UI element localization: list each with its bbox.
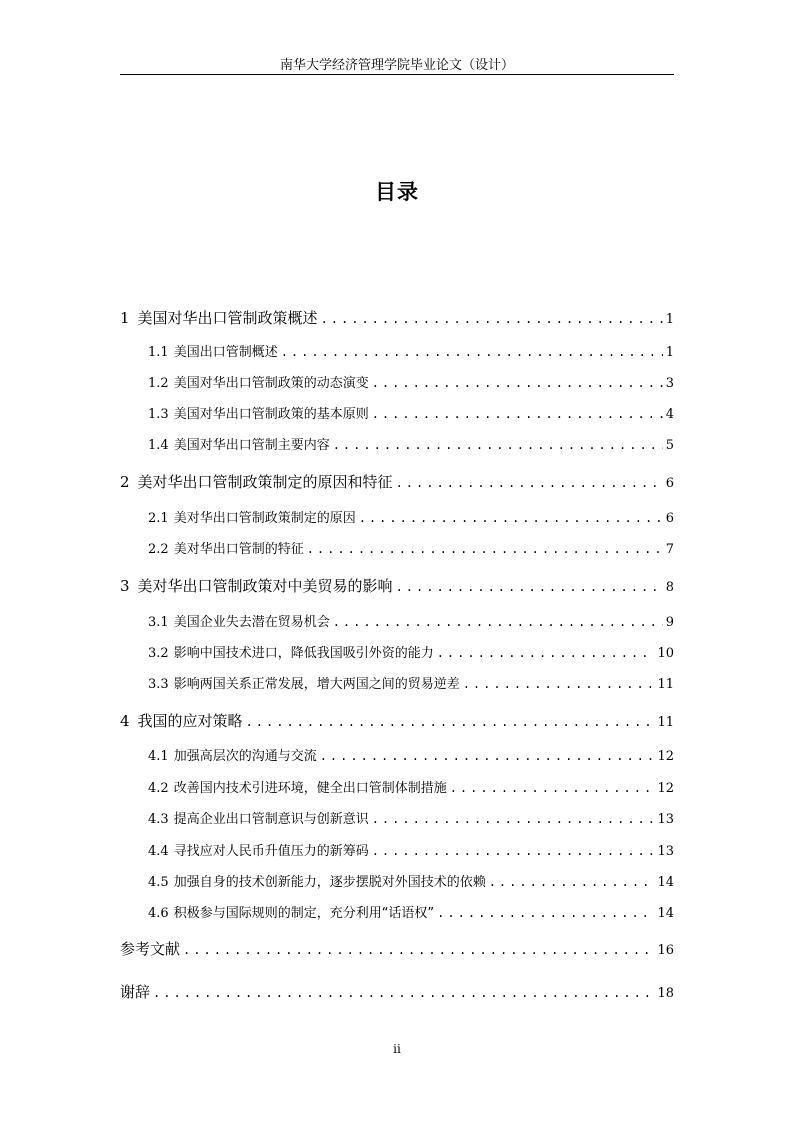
toc-entry-title: 影响两国关系正常发展，增大两国之间的贸易逆差: [173, 677, 460, 692]
toc-dot-leader: [333, 433, 663, 457]
toc-entry-number: 3.1: [148, 615, 169, 630]
toc-entry-acknowledgements[interactable]: [120, 980, 674, 1004]
header-rule: [120, 74, 674, 75]
toc-entry-page: 11: [657, 677, 674, 692]
toc-entry-title: 提高企业出口管制意识与创新意识: [173, 812, 369, 827]
toc-entry-4[interactable]: [120, 709, 674, 733]
toc-entry-page: 3: [665, 376, 674, 391]
toc-entry-4-2[interactable]: [148, 776, 674, 800]
toc-entry-page: 13: [657, 844, 674, 859]
toc-entry-number: 4.6: [148, 906, 169, 921]
toc-entry-number: 1.2: [148, 376, 169, 391]
toc-entry-page: 16: [657, 943, 674, 958]
toc-entry-number: 2.1: [148, 511, 169, 526]
toc-entry-number: 4: [120, 712, 130, 730]
toc-entry-title: 参考文献: [120, 940, 181, 958]
toc-entry-page: 18: [657, 986, 674, 1001]
toc-entry-number: 1.4: [148, 438, 169, 453]
toc-entry-page: 6: [665, 476, 674, 491]
toc-entry-number: 4.2: [148, 781, 169, 796]
toc-dot-leader: [463, 672, 655, 696]
page-number: ii: [393, 1042, 401, 1056]
toc-entry-number: 3.3: [148, 677, 169, 692]
toc-entry-page: 4: [665, 407, 674, 422]
toc-entry-3-1[interactable]: [148, 610, 674, 634]
toc-dot-leader: [359, 506, 663, 530]
toc-entry-page: 12: [657, 781, 674, 796]
toc-entry-page: 1: [665, 312, 674, 327]
toc-entry-references[interactable]: [120, 937, 674, 961]
toc-entry-1[interactable]: [120, 306, 674, 330]
toc-entry-title: 积极参与国际规则的制定，充分利用“话语权”: [173, 906, 435, 921]
toc-entry-title: 美国企业失去潜在贸易机会: [173, 615, 330, 630]
toc-entry-3-3[interactable]: [148, 672, 674, 696]
toc-entry-3[interactable]: [120, 574, 674, 598]
toc-entry-title: 美对华出口管制政策制定的原因: [173, 511, 356, 526]
toc-entry-4-5[interactable]: [148, 870, 674, 894]
toc-entry-number: 1.3: [148, 407, 169, 422]
toc-entry-3-2[interactable]: [148, 641, 674, 665]
toc-entry-title: 我国的应对策略: [137, 712, 243, 730]
toc-entry-number: 3: [120, 577, 130, 595]
toc-entry-1-3[interactable]: [148, 402, 674, 426]
toc-entry-title: 美国对华出口管制政策的动态演变: [173, 376, 369, 391]
toc-dot-leader: [437, 901, 654, 925]
toc-dot-leader: [372, 839, 655, 863]
toc-entry-number: 4.1: [148, 749, 169, 764]
toc-entry-page: 5: [665, 438, 674, 453]
running-header: 南华大学经济管理学院毕业论文（设计）: [279, 58, 514, 73]
toc-entry-number: 4.5: [148, 875, 169, 890]
toc-entry-page: 11: [657, 715, 674, 730]
toc-entry-number: 1.1: [148, 345, 169, 360]
toc-dot-leader: [372, 807, 655, 831]
toc-entry-title: 加强自身的技术创新能力，逐步摆脱对外国技术的依赖: [173, 875, 486, 890]
toc-dot-leader: [396, 471, 663, 495]
toc-entry-title: 加强高层次的沟通与交流: [173, 749, 317, 764]
toc-entry-title: 美国对华出口管制主要内容: [173, 438, 330, 453]
toc-entry-title: 谢辞: [120, 983, 151, 1001]
toc-dot-leader: [437, 641, 655, 665]
toc-entry-title: 美国出口管制概述: [173, 345, 278, 360]
toc-entry-4-3[interactable]: [148, 807, 674, 831]
toc-entry-title: 美国对华出口管制政策的基本原则: [173, 407, 369, 422]
toc-entry-title: 美对华出口管制政策对中美贸易的影响: [137, 577, 393, 595]
toc-entry-number: 1: [120, 309, 130, 327]
toc-entry-1-4[interactable]: [148, 433, 674, 457]
toc-entry-page: 8: [665, 580, 674, 595]
toc-entry-page: 13: [657, 812, 674, 827]
toc-entry-2-1[interactable]: [148, 506, 674, 530]
toc-entry-page: 9: [665, 615, 674, 630]
toc-dot-leader: [450, 776, 655, 800]
toc-dot-leader: [372, 402, 663, 426]
toc-entry-title: 美国对华出口管制政策概述: [137, 309, 318, 327]
toc-dot-leader: [246, 710, 655, 734]
toc-entry-2[interactable]: [120, 470, 674, 494]
toc-entry-number: 4.4: [148, 844, 169, 859]
toc-entry-page: 6: [665, 511, 674, 526]
toc-entry-number: 4.3: [148, 812, 169, 827]
toc-entry-number: 2: [120, 473, 130, 491]
toc-entry-page: 1: [665, 345, 674, 360]
toc-entry-page: 14: [657, 875, 674, 890]
toc-dot-leader: [153, 981, 654, 1005]
toc-dot-leader: [489, 870, 655, 894]
toc-entry-1-2[interactable]: [148, 371, 674, 395]
toc-dot-leader: [183, 938, 654, 962]
toc-entry-4-6[interactable]: [148, 901, 674, 925]
toc-dot-leader: [320, 744, 655, 768]
toc-entry-page: 7: [665, 542, 674, 557]
toc-entry-title: 寻找应对人民币升值压力的新筹码: [173, 844, 369, 859]
toc-dot-leader: [321, 307, 663, 331]
toc-entry-4-1[interactable]: [148, 744, 674, 768]
toc-entry-4-4[interactable]: [148, 839, 674, 863]
toc-dot-leader: [307, 537, 663, 561]
toc-entry-title: 改善国内技术引进环境，健全出口管制体制措施: [173, 781, 447, 796]
toc-entry-page: 10: [657, 646, 674, 661]
toc-entry-page: 12: [657, 749, 674, 764]
toc-entry-page: 14: [657, 906, 674, 921]
toc-entry-title: 影响中国技术进口，降低我国吸引外资的能力: [173, 646, 434, 661]
toc-entry-title: 美对华出口管制政策制定的原因和特征: [137, 473, 393, 491]
toc-dot-leader: [372, 371, 663, 395]
toc-entry-number: 3.2: [148, 646, 169, 661]
toc-dot-leader: [333, 610, 663, 634]
toc-dot-leader: [396, 575, 663, 599]
page-title: 目录: [375, 180, 419, 204]
toc-entry-title: 美对华出口管制的特征: [173, 542, 304, 557]
toc-entry-1-1[interactable]: [148, 340, 674, 364]
toc-entry-number: 2.2: [148, 542, 169, 557]
toc-dot-leader: [281, 340, 663, 364]
toc-entry-2-2[interactable]: [148, 537, 674, 561]
